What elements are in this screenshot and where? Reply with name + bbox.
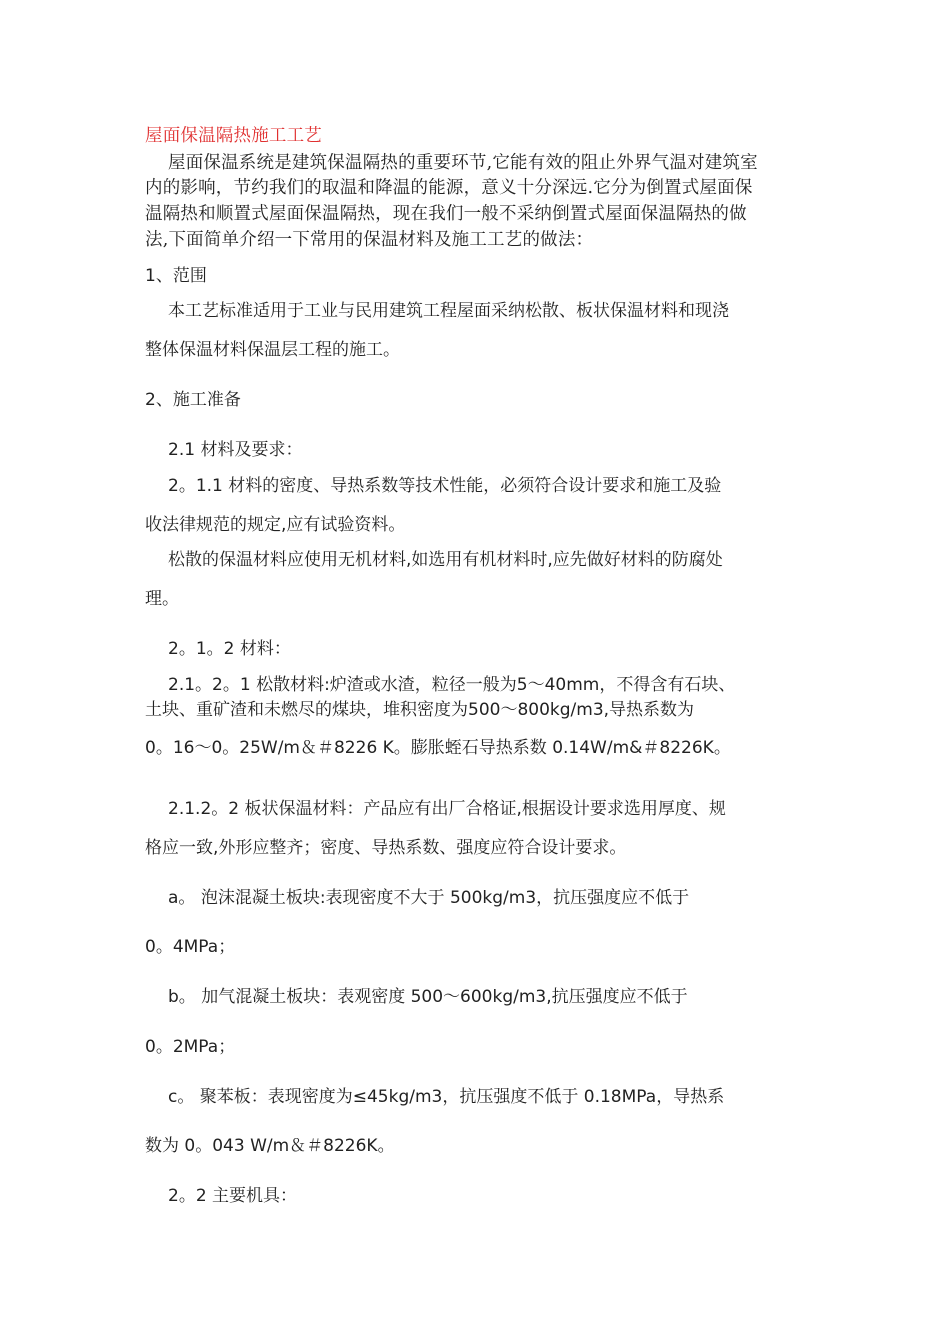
- item-b-line-1: b。 加气混凝土板块：表观密度 500～600kg/m3,抗压强度应不低于: [168, 987, 688, 1007]
- intro-line-1: 屋面保温系统是建筑保温隔热的重要环节,它能有效的阻止外界气温对建筑室: [168, 153, 758, 173]
- board-material-line-1: 2.1.2。2 板状保温材料：产品应有出厂合格证,根据设计要求选用厚度、规: [168, 799, 726, 819]
- section-2-1-2-heading: 2。1。2 材料：: [168, 639, 291, 659]
- item-b-line-2: 0。2MPa；: [145, 1037, 236, 1057]
- loose-note-line-1: 松散的保温材料应使用无机材料,如选用有机材料时,应先做好材料的防腐处: [168, 550, 723, 570]
- section-2-heading: 2、施工准备: [145, 390, 241, 410]
- item-a-line-2: 0。4MPa；: [145, 937, 236, 957]
- section-1-heading: 1、范围: [145, 266, 207, 286]
- item-c-line-2: 数为 0。043 W/m＆＃8226K。: [145, 1136, 395, 1156]
- item-c-line-1: c。 聚苯板：表现密度为≤45kg/m3，抗压强度不低于 0.18MPa，导热系: [168, 1087, 725, 1107]
- loose-material-line-1: 2.1。2。1 松散材料:炉渣或水渣，粒径一般为5～40mm，不得含有石块、: [168, 675, 736, 695]
- intro-line-3: 温隔热和顺置式屋面保温隔热，现在我们一般不采纳倒置式屋面保温隔热的做: [145, 204, 747, 224]
- section-2-1-1-line-1: 2。1.1 材料的密度、导热系数等技术性能，必须符合设计要求和施工及验: [168, 476, 722, 496]
- document-title: 屋面保温隔热施工工艺: [145, 126, 322, 146]
- section-2-2-heading: 2。2 主要机具：: [168, 1186, 298, 1206]
- section-2-1-1-line-2: 收法律规范的规定,应有试验资料。: [145, 515, 406, 535]
- loose-material-line-2: 土块、重矿渣和未燃尽的煤块，堆积密度为500～800kg/m3,导热系数为: [145, 700, 695, 720]
- item-a-line-1: a。 泡沫混凝土板块:表现密度不大于 500kg/m3，抗压强度应不低于: [168, 888, 690, 908]
- intro-line-4: 法,下面简单介绍一下常用的保温材料及施工工艺的做法：: [145, 230, 594, 250]
- intro-line-2: 内的影响，节约我们的取温和降温的能源，意义十分深远.它分为倒置式屋面保: [145, 178, 753, 198]
- loose-note-line-2: 理。: [145, 589, 179, 609]
- board-material-line-2: 格应一致,外形应整齐；密度、导热系数、强度应符合设计要求。: [145, 838, 627, 858]
- section-1-body-line-2: 整体保温材料保温层工程的施工。: [145, 340, 400, 360]
- section-1-body-line-1: 本工艺标准适用于工业与民用建筑工程屋面采纳松散、板状保温材料和现浇: [168, 301, 729, 321]
- section-2-1-heading: 2.1 材料及要求：: [168, 440, 303, 460]
- loose-material-line-3: 0。16～0。25W/m＆＃8226 K。膨胀蛭石导热系数 0.14W/m&＃8226K。: [145, 738, 731, 758]
